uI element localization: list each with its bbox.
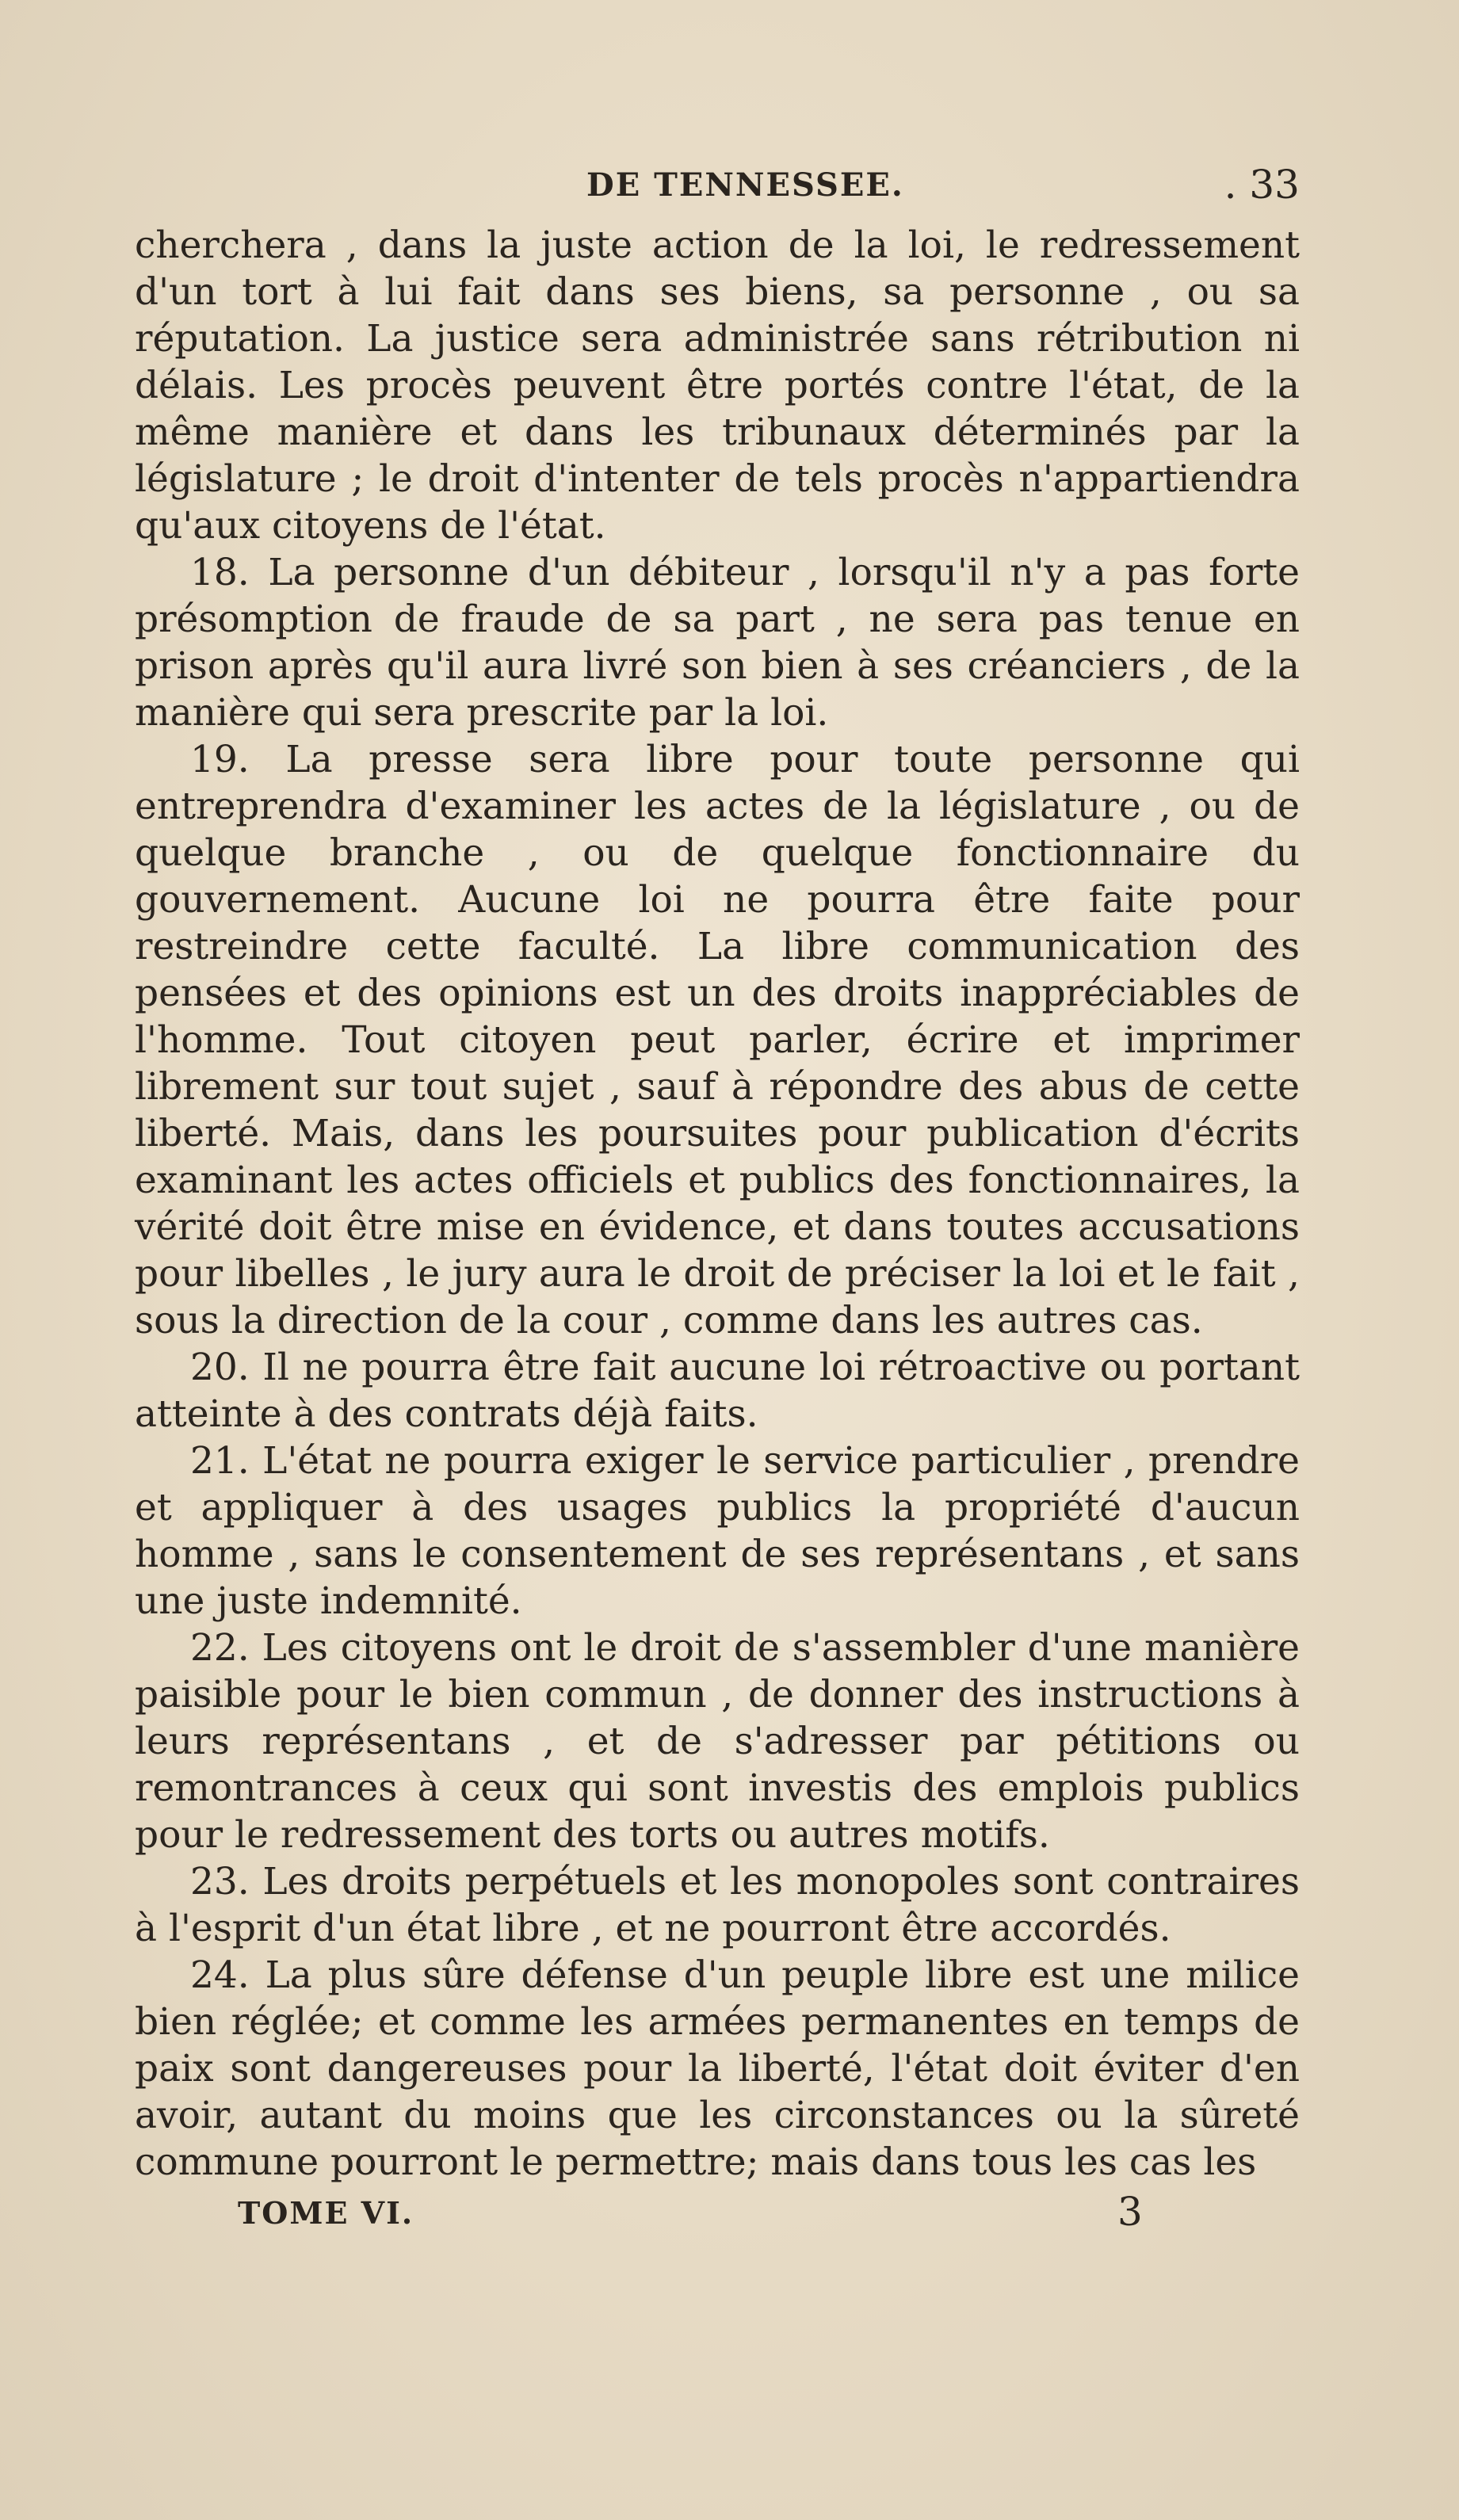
paragraph-continuation: cherchera , dans la juste action de la loi, le redressement d'un tort à lui fait dans ses biens, sa personne , ou sa réputation. La justice sera administrée sans rétribution ni délais. Les procès peuvent être portés contre l'état, de la même manière et dans les tribunaux déterminés par la législature ; le droit d'intenter de tels procès n'appartiendra qu'aux citoyens de l'état.	[135, 223, 1300, 548]
article-19: 19. La presse sera libre pour toute personne qui entreprendra d'examiner les actes de la législature , ou de quelque branche , ou de quelque fonctionnaire du gouvernement. Aucune loi ne pourra être faite pour restreindre cette faculté. La libre communication des pensées et des opinions est un des droits inappréciables de l'homme. Tout citoyen peut parler, écrire et imprimer librement sur tout sujet , sauf à répondre des abus de cette liberté. Mais, dans les poursuites pour publication d'écrits examinant les actes officiels et publics des fonctionnaires, la vérité doit être mise en évidence, et dans toutes accusations pour libelles , le jury aura le droit de préciser la loi et le fait , sous la direction de la cour , comme dans les autres cas.	[135, 738, 1300, 1342]
article-22: 22. Les citoyens ont le droit de s'assembler d'une manière paisible pour le bien commun , de donner des instructions à leurs représentans , et de s'adresser par pétitions ou remontrances à ceux qui sont investis des emplois publics pour le redressement des torts ou autres motifs.	[135, 1626, 1300, 1857]
body-text	[135, 222, 1300, 2186]
tome-label: TOME VI.	[238, 2195, 414, 2231]
signature-mark: 3	[1117, 2189, 1143, 2235]
page-number: . 33	[1224, 162, 1300, 208]
running-head	[135, 162, 1300, 214]
article-23: 23. Les droits perpétuels et les monopoles sont contraires à l'esprit d'un état libre , et ne pourront être accordés.	[135, 1860, 1300, 1950]
running-title: DE TENNESSEE.	[586, 166, 904, 204]
article-20: 20. Il ne pourra être fait aucune loi rétroactive ou portant atteinte à des contrats déjà faits.	[135, 1346, 1300, 1436]
article-24: 24. La plus sûre défense d'un peuple libre est une milice bien réglée; et comme les armées permanentes en temps de paix sont dangereuses pour la liberté, l'état doit éviter d'en avoir, autant du moins que les circonstances ou la sûreté commune pourront le permettre; mais dans tous les cas les	[135, 1953, 1300, 2184]
article-18: 18. La personne d'un débiteur , lorsqu'il n'y a pas forte présomption de fraude de sa part , ne sera pas tenue en prison après qu'il aura livré son bien à ses créanciers , de la manière qui sera prescrite par la loi.	[135, 551, 1300, 735]
article-21: 21. L'état ne pourra exiger le service particulier , prendre et appliquer à des usages publics la propriété d'aucun homme , sans le consentement de ses représentans , et sans une juste indemnité.	[135, 1439, 1300, 1623]
page-footer	[135, 2189, 1300, 2243]
